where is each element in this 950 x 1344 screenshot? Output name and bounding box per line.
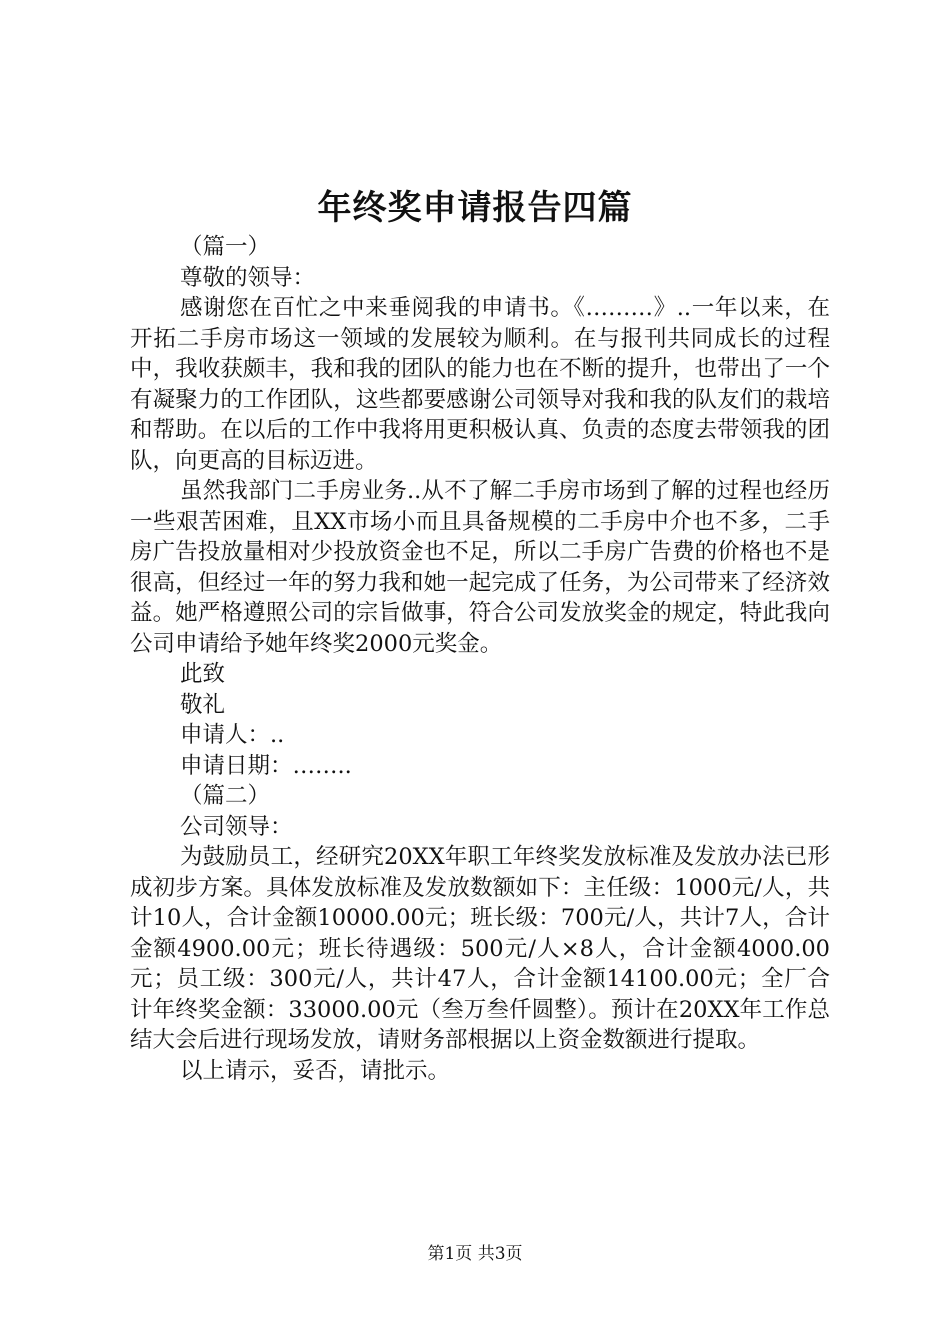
salutation: 尊敬的领导： — [180, 264, 316, 291]
body-paragraph: 虽然我部门二手房业务..从不了解二手房市场到了解的过程也经历一些艰苦困难，且XX市场小而且具备规模的二手房中介也不多，二手房广告投放量相对少投放资金也不足，所以二手房广告费的价格也不是很高，但经过一年的努力我和她一起完成了任务，为公司带来了经济效益。她严格遵照公司的宗旨做事，符合公司发放奖金的规定，特此我向公司申请给予她年终奖2000元奖金。 — [130, 478, 830, 657]
application-date-line: 申请日期：…….. — [180, 752, 352, 779]
page-footer: 第1页 共3页 — [427, 1244, 523, 1264]
body-paragraph: 为鼓励员工，经研究20XX年职工年终奖发放标准及发放办法已形成初步方案。具体发放标准及发放数额如下：主任级：1000元/人，共计10人，合计金额10000.00元；班长级：700元/人，共计7人，合计金额4900.00元；班长待遇级：500元/人×8人，合计金额4000.00元；员工级：300元/人，共计47人，合计金额14100.00元；全厂合计年终奖金额：33000.00元（叁万叁仟圆整）。预计在20XX年工作总结大会后进行现场发放，请财务部根据以上资金数额进行提取。 — [130, 844, 830, 1053]
document-title: 年终奖申请报告四篇 — [317, 188, 633, 228]
closing-line: 此致 — [180, 661, 226, 687]
body-paragraph: 感谢您在百忙之中来垂阅我的申请书。《………》..一年以来，在开拓二手房市场这一领域的发展较为顺利。在与报刊共同成长的过程中，我收获颇丰，我和我的团队的能力也在不断的提升，也带出了一个有凝聚力的工作团队，这些都要感谢公司领导对我和我的队友们的栽培和帮助。在以后的工作中我将用更积极认真、负责的态度去带领我的团队，向更高的目标迈进。 — [130, 295, 830, 474]
section-heading-part-one: （篇一） — [180, 234, 271, 260]
section-heading-part-two: （篇二） — [180, 783, 271, 809]
salutation: 公司领导： — [180, 813, 293, 840]
document-body — [130, 232, 830, 1086]
closing-line: 敬礼 — [180, 691, 226, 718]
closing-line: 以上请示，妥否，请批示。 — [180, 1057, 451, 1084]
applicant-line: 申请人：.. — [180, 722, 285, 748]
